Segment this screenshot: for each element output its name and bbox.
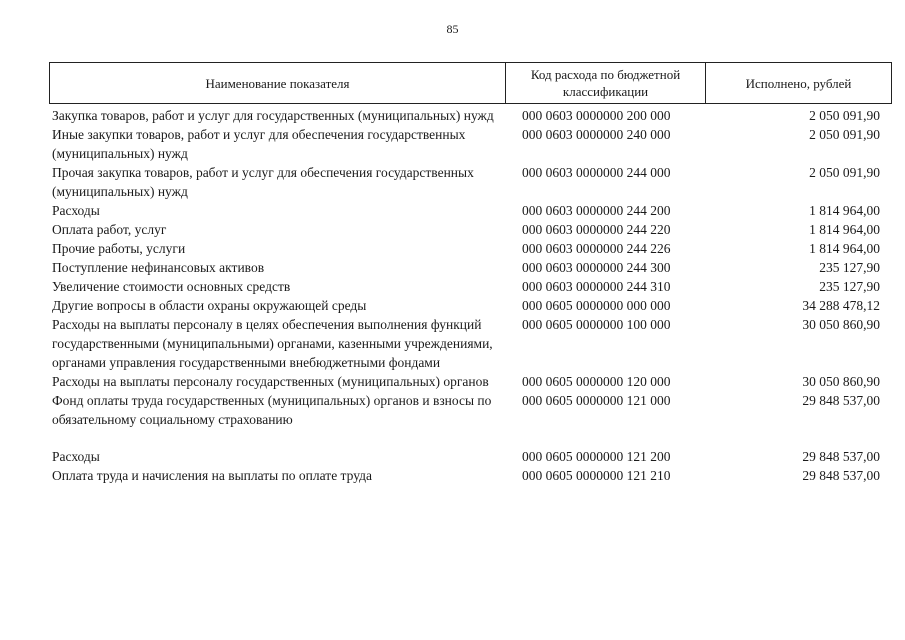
row-name: Увеличение стоимости основных средств [52,279,291,294]
row-amount: 1 814 964,00 [809,241,880,256]
table-row [52,163,892,201]
row-name: Расходы на выплаты персоналу государственных (муниципальных) органов [52,374,489,389]
header-budget-code: Код расхода по бюджетной классификации [506,63,706,103]
row-code: 000 0605 0000000 000 000 [522,298,671,313]
row-amount: 1 814 964,00 [809,222,880,237]
table-row [52,447,892,466]
row-name: Оплата труда и начисления на выплаты по оплате труда [52,468,372,483]
row-spacer [52,429,892,447]
row-name: Закупка товаров, работ и услуг для государственных (муниципальных) нужд [52,108,494,123]
header-executed-amount: Исполнено, рублей [745,75,852,91]
table-header [49,62,892,104]
row-code: 000 0603 0000000 240 000 [522,127,671,142]
table-row [52,106,892,125]
row-code: 000 0605 0000000 121 200 [522,449,671,464]
table-row [52,296,892,315]
row-name: Расходы [52,449,100,464]
table-row [52,466,892,485]
row-code: 000 0603 0000000 244 220 [522,222,671,237]
table-row [52,201,892,220]
row-name: Расходы [52,203,100,218]
page-number: 85 [446,22,459,36]
row-name: Другие вопросы в области охраны окружающей среды [52,298,367,313]
row-code: 000 0603 0000000 244 300 [522,260,671,275]
header-indicator-name: Наименование показателя [50,63,506,103]
row-amount: 2 050 091,90 [809,165,880,180]
table-row [52,239,892,258]
table-body [52,106,892,485]
row-code: 000 0605 0000000 121 210 [522,468,671,483]
row-code: 000 0603 0000000 244 310 [522,279,671,294]
row-amount: 30 050 860,90 [802,374,880,389]
row-amount: 30 050 860,90 [802,317,880,332]
row-amount: 29 848 537,00 [802,393,880,408]
row-amount: 235 127,90 [819,279,880,294]
row-amount: 34 288 478,12 [802,298,880,313]
table-row [52,258,892,277]
row-amount: 1 814 964,00 [809,203,880,218]
row-amount: 2 050 091,90 [809,108,880,123]
row-code: 000 0605 0000000 100 000 [522,317,671,332]
row-amount: 29 848 537,00 [802,449,880,464]
row-amount: 2 050 091,90 [809,127,880,142]
row-name: Расходы на выплаты персоналу в целях обеспечения выполнения функций государственными (муниципальными) органами, казенными учреждениями, органами управления государственными внебюджетными фондами [52,317,493,370]
row-code: 000 0603 0000000 244 000 [522,165,671,180]
table-row [52,277,892,296]
table-row [52,125,892,163]
table-row [52,391,892,429]
row-code: 000 0605 0000000 120 000 [522,374,671,389]
row-amount: 29 848 537,00 [802,468,880,483]
row-code: 000 0603 0000000 244 226 [522,241,671,256]
table-row [52,220,892,239]
row-name: Фонд оплаты труда государственных (муниципальных) органов и взносы по обязательному социальному страхованию [52,393,492,427]
row-code: 000 0603 0000000 200 000 [522,108,671,123]
row-code: 000 0605 0000000 121 000 [522,393,671,408]
row-code: 000 0603 0000000 244 200 [522,203,671,218]
row-name: Иные закупки товаров, работ и услуг для обеспечения государственных (муниципальных) нужд [52,127,466,161]
row-name: Прочие работы, услуги [52,241,186,256]
table-row [52,372,892,391]
row-name: Поступление нефинансовых активов [52,260,265,275]
row-amount: 235 127,90 [819,260,880,275]
row-name: Прочая закупка товаров, работ и услуг для обеспечения государственных (муниципальных) нужд [52,165,474,199]
table-row [52,315,892,372]
row-name: Оплата работ, услуг [52,222,167,237]
